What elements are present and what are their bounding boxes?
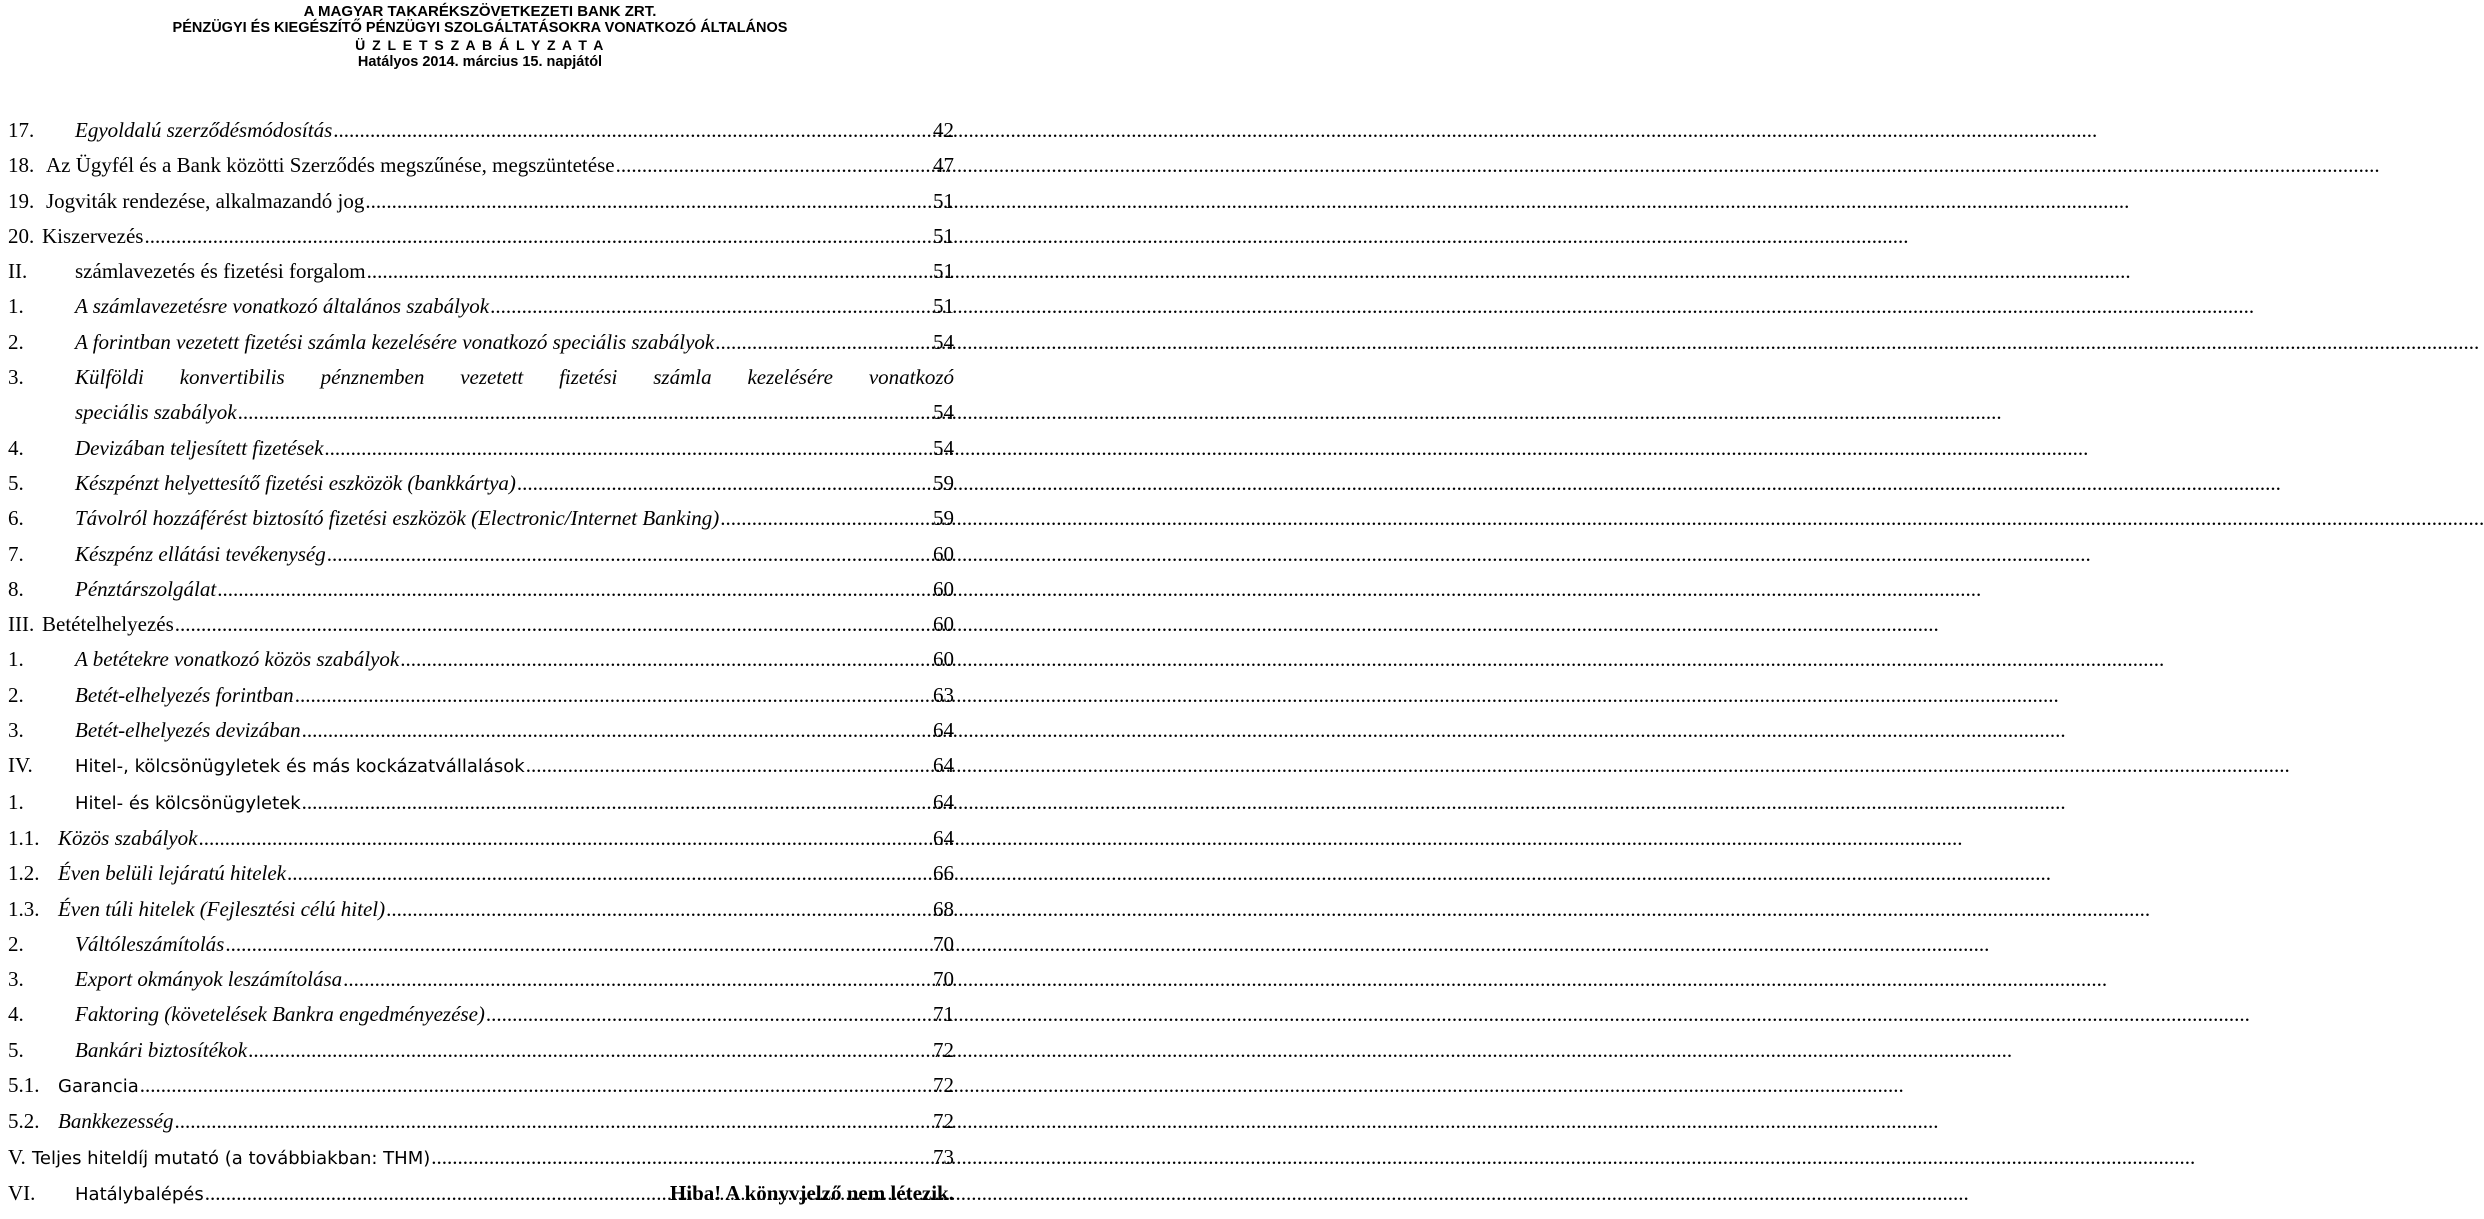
toc-title: A forintban vezetett fizetési számla kezelésére vonatkozó speciális szabályok [75, 329, 715, 354]
toc-number: 5. [8, 470, 24, 495]
toc-page: 70 [933, 931, 954, 956]
toc-leader-dots [327, 537, 932, 572]
toc-number: 8. [8, 576, 24, 601]
toc-number: 17. [8, 118, 35, 142]
toc-entry-iii-2[interactable] [8, 678, 954, 713]
toc-leader-dots [175, 607, 932, 642]
toc-leader-dots [490, 289, 932, 324]
toc-entry-iv-1[interactable] [8, 785, 954, 821]
toc-title: speciális szabályok [75, 400, 237, 425]
toc-number: 2. [8, 682, 24, 707]
toc-page: 54 [933, 435, 954, 460]
toc-entry-iv-1-3[interactable] [8, 892, 954, 927]
toc-leader-dots [205, 1176, 669, 1211]
bank-name: A MAGYAR TAKARÉKSZÖVETKEZETI BANK ZRT. [303, 3, 657, 20]
toc-number: 2. [8, 329, 24, 354]
toc-entry-iv-4[interactable] [8, 997, 954, 1032]
toc-number: 2. [8, 931, 24, 956]
toc-entry-iv[interactable] [8, 748, 954, 784]
toc-number: 7. [8, 541, 24, 566]
toc-leader-dots [526, 748, 932, 783]
toc-entry-ii-5[interactable] [8, 466, 954, 501]
toc-leader-dots [302, 713, 932, 748]
toc-leader-dots [333, 113, 932, 148]
toc-page: 66 [933, 861, 954, 886]
toc-entry-ii-6[interactable] [8, 501, 954, 536]
toc-number: 4. [8, 1002, 24, 1027]
toc-page-error: Hiba! A könyvjelző nem létezik. [669, 1180, 954, 1205]
toc-title: Pénztárszolgálat [75, 576, 217, 601]
toc-page: 64 [933, 753, 954, 778]
toc-page: 60 [933, 647, 954, 672]
toc-entry-ii-1[interactable] [8, 289, 954, 324]
toc-title: Betét-elhelyezés devizában [75, 718, 301, 743]
toc-page: 54 [933, 400, 954, 425]
toc-number: 1. [8, 647, 24, 672]
toc-number: 1.3. [8, 896, 40, 921]
toc-title: Faktoring (követelések Bankra engedményezése) [75, 1002, 485, 1027]
toc-entry-iv-1-1[interactable] [8, 821, 954, 856]
toc-entry-17[interactable] [8, 113, 954, 148]
toc-page: 68 [933, 896, 954, 921]
toc-entry-iv-1-2[interactable] [8, 856, 954, 891]
toc-page: 72 [933, 1109, 954, 1134]
toc-number: IV. [8, 753, 33, 778]
document-title: PÉNZÜGYI ÉS KIEGÉSZÍTŐ PÉNZÜGYI SZOLGÁLTATÁSOKRA VONATKOZÓ ÁLTALÁNOS [172, 20, 788, 36]
toc-entry-v[interactable] [8, 1140, 954, 1176]
toc-page: 42 [933, 118, 954, 142]
toc-entry-iii-1[interactable] [8, 642, 954, 677]
toc-number: 1.1. [8, 825, 40, 850]
toc-number: 6. [8, 506, 24, 531]
toc-number: V. [8, 1144, 26, 1169]
toc-page: 71 [933, 1002, 954, 1027]
toc-entry-18[interactable] [8, 148, 954, 183]
toc-title: Távolról hozzáférést biztosító fizetési eszközök (Electronic/Internet Banking) [75, 506, 720, 531]
toc-entry-iii[interactable] [8, 607, 954, 642]
toc-leader-dots [720, 501, 932, 536]
toc-page: 47 [933, 153, 954, 178]
toc-entry-iv-3[interactable] [8, 962, 954, 997]
toc-page: 59 [933, 470, 954, 495]
toc-page: 60 [933, 612, 954, 637]
toc-leader-dots [217, 572, 932, 607]
toc-entry-iv-5[interactable] [8, 1033, 954, 1068]
toc-title: A számlavezetésre vonatkozó általános szabályok [75, 294, 490, 319]
toc-number: 5.2. [8, 1109, 40, 1134]
toc-leader-dots [486, 997, 932, 1032]
toc-leader-dots [715, 325, 932, 360]
toc-title: A betétekre vonatkozó közös szabályok [75, 647, 400, 672]
toc-entry-iv-5-2[interactable] [8, 1104, 954, 1139]
toc-page: 51 [933, 259, 954, 284]
document-title-spaced: Ü Z L E T S Z A B Á L Y Z A T A [355, 37, 605, 53]
toc-title: Garancia [58, 1076, 139, 1098]
toc-leader-dots [400, 642, 932, 677]
toc-page: 60 [933, 576, 954, 601]
toc-title: Bankkezesség [58, 1109, 174, 1134]
toc-leader-dots [248, 1033, 932, 1068]
toc-page: 51 [933, 294, 954, 319]
toc-number: 4. [8, 435, 24, 460]
toc-leader-dots [302, 785, 932, 820]
toc-title: Készpénz ellátási tevékenység [75, 541, 326, 566]
toc-entry-ii-8[interactable] [8, 572, 954, 607]
toc-leader-dots [517, 466, 932, 501]
toc-leader-dots [140, 1068, 932, 1103]
toc-page: 64 [933, 825, 954, 850]
toc-title: Közös szabályok [58, 825, 198, 850]
toc-number: 1. [8, 789, 24, 814]
toc-number: 3. [8, 365, 24, 390]
toc-page: 54 [933, 329, 954, 354]
toc-title: Hatálybalépés [75, 1183, 204, 1205]
toc-number: 1. [8, 294, 24, 319]
toc-leader-dots [295, 678, 932, 713]
toc-title: Teljes hiteldíj mutató (a továbbiakban: THM) [32, 1147, 431, 1169]
toc-leader-dots [225, 927, 932, 962]
toc-leader-dots [386, 892, 932, 927]
toc-leader-dots [324, 431, 932, 466]
toc-leader-dots [343, 962, 932, 997]
toc-number: 5.1. [8, 1073, 40, 1098]
toc-number: 3. [8, 718, 24, 743]
toc-leader-dots [365, 184, 932, 219]
toc-entry-ii-3[interactable] [8, 360, 954, 395]
toc-number: III. [8, 612, 35, 637]
document-header [0, 0, 960, 71]
toc-page: 51 [933, 188, 954, 213]
toc-title: Bankári biztosítékok [75, 1037, 248, 1062]
toc-leader-dots [431, 1140, 932, 1175]
toc-page: 60 [933, 541, 954, 566]
toc-title: Kiszervezés [42, 223, 144, 248]
toc-page: 64 [933, 789, 954, 814]
toc-entry-ii-7[interactable] [8, 537, 954, 572]
toc-title: Az Ügyfél és a Bank közötti Szerződés megszűnése, megszüntetése [46, 153, 615, 178]
table-of-contents [8, 113, 954, 1212]
toc-number: 1.2. [8, 861, 40, 886]
toc-entry-iv-5-1[interactable] [8, 1068, 954, 1104]
toc-leader-dots [367, 254, 932, 289]
toc-entry-ii-4[interactable] [8, 431, 954, 466]
toc-page: 63 [933, 682, 954, 707]
toc-page: 59 [933, 506, 954, 531]
toc-title: Egyoldalú szerződésmódosítás [75, 118, 333, 142]
toc-leader-dots [174, 1104, 932, 1139]
toc-title: Betételhelyezés [42, 612, 174, 637]
toc-entry-19[interactable] [8, 184, 954, 219]
toc-title: Éven túli hitelek (Fejlesztési célú hitel) [58, 896, 386, 921]
toc-title: Készpénzt helyettesítő fizetési eszközök (bankkártya) [75, 470, 516, 495]
toc-title: Export okmányok leszámítolása [75, 967, 343, 992]
toc-title: Külföldi konvertibilis pénznemben vezetett fizetési számla kezelésére vonatkozó [75, 365, 954, 390]
toc-title: Devizában teljesített fizetések [75, 435, 324, 460]
toc-leader-dots [144, 219, 932, 254]
toc-title: Hitel-, kölcsönügyletek és más kockázatvállalások [75, 756, 525, 778]
toc-number: 18. [8, 153, 35, 178]
toc-leader-dots [238, 395, 932, 430]
toc-page: 72 [933, 1037, 954, 1062]
toc-page: 51 [933, 223, 954, 248]
effective-date: Hatályos 2014. március 15. napjától [357, 54, 603, 70]
toc-number: 3. [8, 967, 24, 992]
toc-leader-dots [198, 821, 932, 856]
toc-title: Betét-elhelyezés forintban [75, 682, 294, 707]
toc-entry-iii-3[interactable] [8, 713, 954, 748]
toc-page: 73 [933, 1144, 954, 1169]
toc-entry-ii[interactable] [8, 254, 954, 289]
toc-page: 70 [933, 967, 954, 992]
toc-number: 19. [8, 188, 35, 213]
toc-entry-iv-2[interactable] [8, 927, 954, 962]
toc-number: VI. [8, 1180, 36, 1205]
toc-entry-ii-2[interactable] [8, 325, 954, 360]
toc-number: II. [8, 259, 28, 284]
toc-leader-dots [287, 856, 932, 891]
toc-page: 72 [933, 1073, 954, 1098]
toc-number: 5. [8, 1037, 24, 1062]
toc-title: Váltóleszámítolás [75, 931, 225, 956]
toc-number: 20. [8, 223, 35, 248]
toc-entry-vi[interactable] [8, 1176, 954, 1212]
toc-title: Hitel- és kölcsönügyletek [75, 792, 301, 814]
toc-entry-20[interactable] [8, 219, 954, 254]
toc-page: 64 [933, 718, 954, 743]
toc-entry-ii-3-cont[interactable] [8, 395, 954, 430]
toc-title: számlavezetés és fizetési forgalom [75, 259, 366, 284]
toc-title: Éven belüli lejáratú hitelek [58, 861, 287, 886]
toc-title: Jogviták rendezése, alkalmazandó jog [46, 188, 365, 213]
toc-leader-dots [616, 148, 932, 183]
